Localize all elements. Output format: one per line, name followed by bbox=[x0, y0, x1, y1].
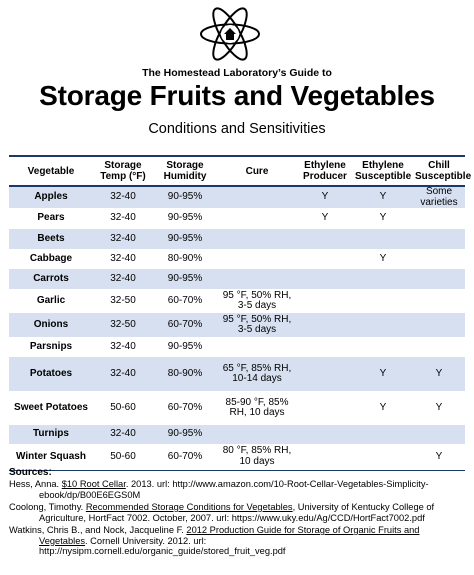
table-row bbox=[9, 289, 465, 313]
source-entry-hess bbox=[9, 479, 464, 500]
vegetable-cell: Turnips bbox=[33, 428, 69, 440]
source-text: . Cornell University. 2012. url: bbox=[85, 535, 207, 546]
ethylene-producer-cell bbox=[297, 391, 353, 425]
temp-cell: 32-40 bbox=[110, 340, 136, 352]
humidity-cell: 80-90% bbox=[167, 252, 203, 264]
humidity-cell: 90-95% bbox=[167, 191, 203, 203]
ethylene-producer-cell bbox=[297, 289, 353, 313]
chill-susceptible-cell: Y bbox=[435, 367, 443, 379]
chill-susceptible-cell bbox=[413, 229, 465, 249]
table-row bbox=[9, 425, 465, 444]
atom-house-logo-icon bbox=[198, 2, 262, 66]
ethylene-susceptible-cell bbox=[353, 289, 413, 313]
vegetable-cell: Beets bbox=[37, 232, 65, 244]
source-url: http://nysipm.cornell.edu/organic_guide/stored_fruit_veg.pdf bbox=[39, 546, 286, 557]
chill-susceptible-cell bbox=[413, 208, 465, 229]
ethylene-susceptible-cell bbox=[353, 444, 413, 470]
column-header: Storage Temp (°F) bbox=[100, 160, 146, 182]
table-row bbox=[9, 269, 465, 289]
temp-cell: 32-40 bbox=[110, 252, 136, 264]
humidity-cell: 90-95% bbox=[167, 340, 203, 352]
table-row bbox=[9, 186, 465, 208]
ethylene-susceptible-cell bbox=[353, 229, 413, 249]
ethylene-susceptible-cell bbox=[353, 337, 413, 357]
table-row bbox=[9, 444, 465, 470]
temp-cell: 32-40 bbox=[110, 428, 136, 440]
source-text: Watkins, Chris B., and Nock, Jacqueline F. bbox=[9, 525, 187, 535]
cure-cell bbox=[217, 249, 297, 269]
temp-cell: 32-40 bbox=[110, 272, 136, 284]
guide-supertitle: The Homestead Laboratory’s Guide to bbox=[142, 67, 332, 79]
cure-cell: 85-90 °F, 85% RH, 10 days bbox=[225, 396, 289, 418]
ethylene-producer-cell bbox=[297, 313, 353, 337]
ethylene-susceptible-cell: Y bbox=[379, 212, 387, 224]
humidity-cell: 90-95% bbox=[167, 272, 203, 284]
source-entry-watkins bbox=[9, 525, 464, 557]
ethylene-producer-cell bbox=[297, 425, 353, 444]
ethylene-producer-cell bbox=[297, 444, 353, 470]
chill-susceptible-cell bbox=[413, 249, 465, 269]
column-header: Storage Humidity bbox=[163, 160, 207, 182]
chill-susceptible-cell bbox=[413, 337, 465, 357]
table-row bbox=[9, 337, 465, 357]
cure-cell bbox=[217, 425, 297, 444]
source-title-link[interactable]: $10 Root Cellar bbox=[61, 479, 126, 489]
source-title-link[interactable]: Vegetables bbox=[39, 535, 86, 546]
table-row bbox=[9, 357, 465, 391]
source-title-link[interactable]: 2012 Production Guide for Storage of Organic Fruits and bbox=[186, 525, 420, 535]
temp-cell: 32-40 bbox=[110, 367, 136, 379]
vegetable-cell: Potatoes bbox=[29, 367, 73, 379]
vegetable-cell: Winter Squash bbox=[16, 450, 86, 462]
temp-cell: 32-40 bbox=[110, 191, 136, 203]
cure-cell bbox=[217, 208, 297, 229]
vegetable-cell: Pears bbox=[37, 212, 65, 224]
cure-cell bbox=[217, 337, 297, 357]
humidity-cell: 60-70% bbox=[167, 401, 203, 413]
ethylene-producer-cell: Y bbox=[321, 191, 329, 203]
source-text: Coolong, Timothy. bbox=[9, 502, 86, 512]
table-row bbox=[9, 391, 465, 425]
cure-cell: 80 °F, 85% RH, 10 days bbox=[222, 445, 292, 467]
cure-cell bbox=[217, 269, 297, 289]
vegetable-cell: Cabbage bbox=[29, 252, 73, 264]
column-header: Ethylene Producer bbox=[303, 160, 347, 182]
humidity-cell: 80-90% bbox=[167, 367, 203, 379]
ethylene-susceptible-cell bbox=[353, 425, 413, 444]
temp-cell: 50-60 bbox=[110, 450, 136, 462]
temp-cell: 32-50 bbox=[110, 294, 136, 306]
source-text: . 2013. url: http://www.amazon.com/10-Root-Cellar-Vegetables-Simplicity- bbox=[125, 479, 429, 489]
humidity-cell: 90-95% bbox=[167, 212, 203, 224]
vegetable-cell: Sweet Potatoes bbox=[14, 401, 88, 413]
temp-cell: 32-40 bbox=[110, 232, 136, 244]
page-title: Storage Fruits and Vegetables bbox=[39, 80, 435, 111]
source-text: Hess, Anna. bbox=[9, 479, 62, 489]
humidity-cell: 60-70% bbox=[167, 318, 203, 330]
table-header-row bbox=[9, 156, 465, 186]
vegetable-cell: Apples bbox=[34, 191, 68, 203]
ethylene-producer-cell bbox=[297, 269, 353, 289]
chill-susceptible-cell: Some varieties bbox=[420, 186, 458, 208]
column-header: Vegetable bbox=[27, 165, 75, 177]
chill-susceptible-cell: Y bbox=[435, 401, 443, 413]
temp-cell: 32-50 bbox=[110, 318, 136, 330]
column-header: Chill Susceptible bbox=[415, 160, 472, 182]
humidity-cell: 90-95% bbox=[167, 428, 203, 440]
vegetable-cell: Parsnips bbox=[29, 340, 73, 352]
table-row bbox=[9, 208, 465, 229]
ethylene-susceptible-cell: Y bbox=[379, 252, 387, 264]
ethylene-susceptible-cell: Y bbox=[379, 191, 387, 203]
chill-susceptible-cell bbox=[413, 425, 465, 444]
cure-cell bbox=[217, 186, 297, 208]
chill-susceptible-cell bbox=[413, 289, 465, 313]
cure-cell: 65 °F, 85% RH, 10-14 days bbox=[222, 362, 292, 384]
source-url: ebook/dp/B00E6EGS0M bbox=[39, 489, 141, 500]
temp-cell: 50-60 bbox=[110, 401, 136, 413]
cure-cell: 95 °F, 50% RH, 3-5 days bbox=[222, 313, 292, 335]
table-row bbox=[9, 249, 465, 269]
ethylene-producer-cell bbox=[297, 357, 353, 391]
column-header: Ethylene Susceptible bbox=[355, 160, 412, 182]
ethylene-susceptible-cell bbox=[353, 269, 413, 289]
ethylene-producer-cell: Y bbox=[321, 212, 329, 224]
vegetable-cell: Onions bbox=[33, 318, 69, 330]
page-subtitle: Conditions and Sensitivities bbox=[148, 121, 326, 137]
sources-heading: Sources: bbox=[9, 467, 52, 478]
temp-cell: 32-40 bbox=[110, 212, 136, 224]
humidity-cell: 60-70% bbox=[167, 450, 203, 462]
humidity-cell: 60-70% bbox=[167, 294, 203, 306]
chill-susceptible-cell bbox=[413, 313, 465, 337]
ethylene-susceptible-cell: Y bbox=[379, 401, 387, 413]
column-header: Cure bbox=[245, 165, 269, 177]
chill-susceptible-cell: Y bbox=[435, 450, 443, 462]
cure-cell bbox=[217, 229, 297, 249]
chill-susceptible-cell bbox=[413, 269, 465, 289]
ethylene-producer-cell bbox=[297, 249, 353, 269]
source-url: Agriculture, HortFact 7002. October, 2007. url: https://www.uky.edu/Ag/CCD/HortFact7002.pdf bbox=[39, 512, 425, 523]
storage-table bbox=[9, 155, 472, 471]
cure-cell: 95 °F, 50% RH, 3-5 days bbox=[222, 289, 292, 311]
ethylene-susceptible-cell bbox=[353, 313, 413, 337]
source-title-continued bbox=[9, 536, 464, 547]
ethylene-producer-cell bbox=[297, 337, 353, 357]
table-row bbox=[9, 313, 465, 337]
vegetable-cell: Carrots bbox=[33, 272, 69, 284]
vegetable-cell: Garlic bbox=[36, 294, 66, 306]
ethylene-producer-cell bbox=[297, 229, 353, 249]
table-row bbox=[9, 229, 465, 249]
humidity-cell: 90-95% bbox=[167, 232, 203, 244]
ethylene-susceptible-cell: Y bbox=[379, 367, 387, 379]
source-title-link[interactable]: Recommended Storage Conditions for Vegetables bbox=[85, 502, 293, 512]
source-text: , University of Kentucky College of bbox=[292, 502, 435, 512]
source-entry-coolong bbox=[9, 502, 464, 523]
